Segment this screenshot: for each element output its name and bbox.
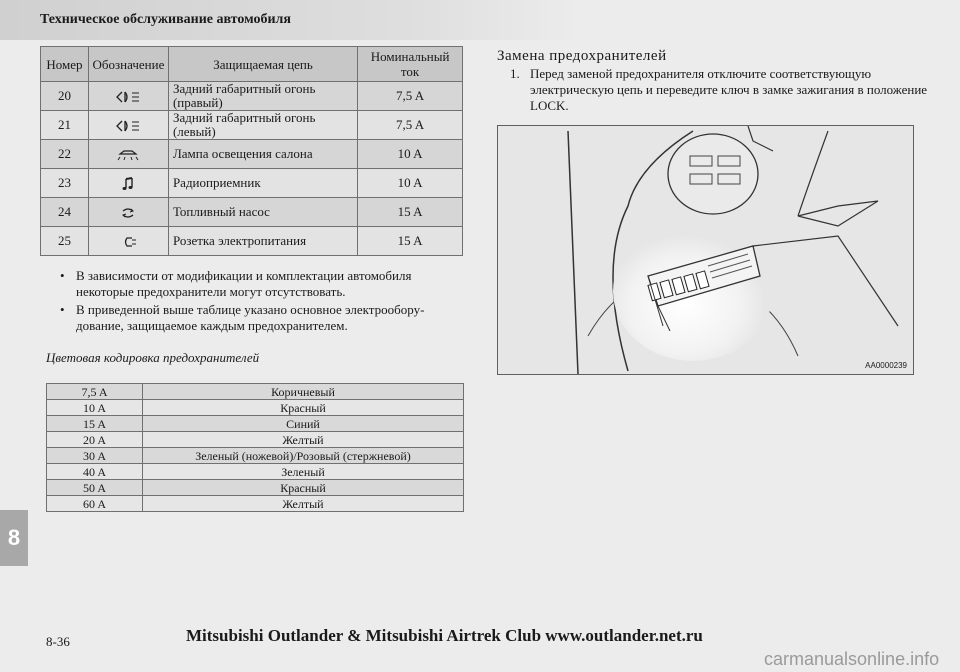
fuse-circuit: Радиоприемник	[168, 169, 357, 198]
step-number: 1.	[510, 66, 520, 81]
fuse-circuit: Лампа освещения салона	[168, 140, 357, 169]
fuse-color: Желтый	[143, 496, 464, 512]
color-rating: 60 A	[47, 496, 143, 512]
fuse-color: Синий	[143, 416, 464, 432]
radio-note-icon	[114, 177, 142, 191]
color-rating: 50 A	[47, 480, 143, 496]
replacement-step	[510, 66, 930, 114]
table-row	[41, 169, 463, 198]
table-row	[41, 111, 463, 140]
table-row	[41, 198, 463, 227]
color-rating: 30 A	[47, 448, 143, 464]
notes-list	[58, 268, 466, 336]
fuse-color: Зеленый (ножевой)/Розовый (стержневой)	[143, 448, 464, 464]
fuse-circuit: Задний габаритный огонь (левый)	[168, 111, 357, 140]
col-header-circuit: Защищаемая цепь	[168, 47, 357, 82]
col-header-rating: Номинальный ток	[358, 47, 463, 82]
dome-lamp-icon	[114, 148, 142, 162]
fuse-number: 24	[41, 198, 89, 227]
table-row	[47, 448, 464, 464]
table-row	[47, 480, 464, 496]
color-coding-heading: Цветовая кодировка предохранителей	[46, 350, 260, 365]
fuse-pump-icon	[114, 206, 142, 220]
table-row	[47, 384, 464, 400]
replacement-title: Замена предохранителей	[497, 48, 667, 64]
fuse-rating: 15 A	[358, 198, 463, 227]
fuse-box-illustration	[497, 125, 914, 375]
fuse-number: 25	[41, 227, 89, 256]
note-item: • В приведенной выше таблице указано основное электрооборудование, защищаемое каждым предохранителем.	[58, 302, 466, 334]
page-number: 8-36	[46, 634, 70, 649]
fuse-color: Красный	[143, 400, 464, 416]
footer-club-text: Mitsubishi Outlander & Mitsubishi Airtrek Club www.outlander.net.ru	[186, 626, 703, 645]
col-header-symbol: Обозначение	[88, 47, 168, 82]
color-coding-table	[46, 383, 464, 512]
table-row	[47, 464, 464, 480]
fuse-rating: 7,5 A	[358, 111, 463, 140]
table-row	[47, 400, 464, 416]
fuse-number: 22	[41, 140, 89, 169]
tail-light-icon	[114, 119, 142, 133]
color-rating: 20 A	[47, 432, 143, 448]
fuse-circuit: Топливный насос	[168, 198, 357, 227]
table-row	[41, 227, 463, 256]
chapter-tab: 8	[0, 510, 28, 566]
fuse-table	[40, 46, 463, 256]
fuse-rating: 7,5 A	[358, 82, 463, 111]
fuse-number: 23	[41, 169, 89, 198]
note-item: • В зависимости от модификации и комплектации автомобиля некоторые предохранители могут отсутствовать.	[58, 268, 466, 300]
fuse-circuit: Задний габаритный огонь (правый)	[168, 82, 357, 111]
tail-light-icon	[114, 90, 142, 104]
table-row	[41, 82, 463, 111]
fuse-rating: 10 A	[358, 140, 463, 169]
color-rating: 7,5 A	[47, 384, 143, 400]
fuse-number: 20	[41, 82, 89, 111]
figure-code: AA0000239	[865, 361, 907, 370]
fuse-rating: 10 A	[358, 169, 463, 198]
table-row	[47, 496, 464, 512]
fuse-color: Зеленый	[143, 464, 464, 480]
col-header-number: Номер	[41, 47, 89, 82]
watermark: carmanualsonline.info	[764, 649, 940, 669]
fuse-color: Желтый	[143, 432, 464, 448]
color-rating: 10 A	[47, 400, 143, 416]
page-header-title: Техническое обслуживание автомобиля	[40, 12, 291, 27]
fuse-rating: 15 A	[358, 227, 463, 256]
fuse-circuit: Розетка электропитания	[168, 227, 357, 256]
fuse-number: 21	[41, 111, 89, 140]
power-socket-icon	[114, 235, 142, 249]
color-rating: 15 A	[47, 416, 143, 432]
dashboard-fusebox-drawing	[498, 126, 914, 375]
fuse-color: Красный	[143, 480, 464, 496]
color-rating: 40 A	[47, 464, 143, 480]
fuse-table-header-row	[41, 47, 463, 82]
table-row	[47, 416, 464, 432]
table-row	[41, 140, 463, 169]
step-text: Перед заменой предохранителя отключите соответствующую электрическую цепь и переведите ключ в замке зажигания в положение LOCK.	[530, 66, 928, 113]
table-row	[47, 432, 464, 448]
fuse-color: Коричневый	[143, 384, 464, 400]
